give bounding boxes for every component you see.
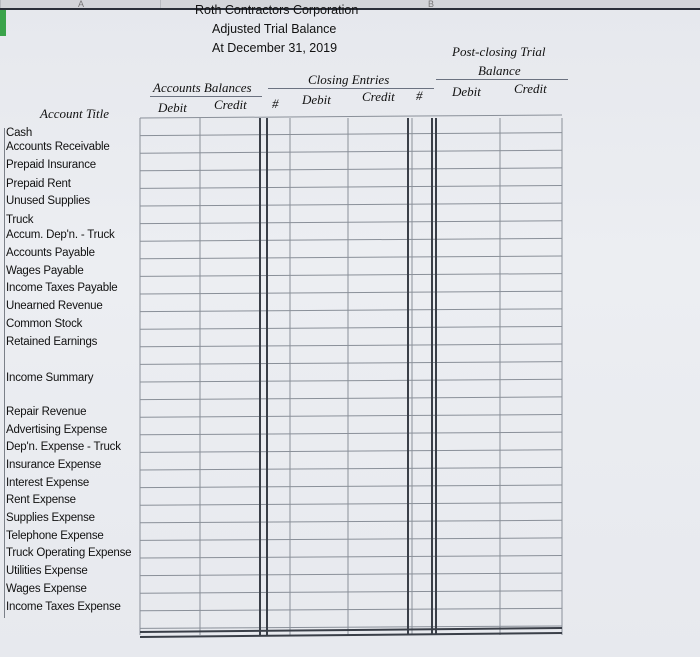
account-cash[interactable]: Cash — [6, 127, 33, 139]
account-prepaid-insurance[interactable]: Prepaid Insurance — [6, 159, 96, 171]
column-header-a[interactable]: A — [0, 0, 161, 8]
grid-row-line — [140, 203, 562, 206]
account-rent-expense[interactable]: Rent Expense — [6, 494, 76, 506]
grid-row-line — [140, 591, 562, 593]
grid-row-line — [140, 291, 562, 294]
grid-row-line — [140, 573, 562, 575]
grid-row-line — [140, 362, 562, 365]
grid-row-line — [140, 397, 562, 400]
grid-row-line — [140, 379, 562, 382]
grid-row-line — [140, 115, 562, 118]
column-header-b[interactable]: B — [160, 0, 700, 8]
header-hash-2: # — [416, 88, 423, 103]
grid-row-line — [140, 485, 562, 488]
account-advertising-expense[interactable]: Advertising Expense — [6, 424, 108, 436]
account-interest-expense[interactable]: Interest Expense — [6, 477, 90, 489]
grid-row-line — [140, 256, 562, 259]
grid-total-rule — [140, 633, 562, 637]
account-income-taxes-expense[interactable]: Income Taxes Expense — [6, 601, 121, 613]
grid-row-line — [140, 326, 562, 329]
account-prepaid-rent[interactable]: Prepaid Rent — [6, 178, 71, 190]
header-account-title: Account Title — [40, 106, 109, 121]
grid-row-line — [140, 538, 562, 541]
grid-row-line — [140, 274, 562, 277]
grid-row-line — [140, 221, 562, 224]
statement-title: Adjusted Trial Balance — [212, 22, 337, 36]
header-ab-credit: Credit — [214, 97, 247, 112]
grid-total-rule — [140, 628, 562, 632]
account-retained-earnings[interactable]: Retained Earnings — [6, 336, 98, 348]
account-wages-expense[interactable]: Wages Expense — [6, 583, 87, 595]
account-depn-expense-truck[interactable]: Dep'n. Expense - Truck — [6, 441, 121, 453]
header-ab-debit: Debit — [158, 100, 187, 115]
grid-row-line — [140, 503, 562, 506]
grid-row-line — [140, 450, 562, 453]
header-post-closing-line2: Balance — [478, 63, 521, 78]
account-supplies-expense[interactable]: Supplies Expense — [6, 512, 95, 524]
account-income-summary[interactable]: Income Summary — [6, 372, 94, 384]
account-truck[interactable]: Truck — [6, 214, 34, 226]
grid-row-line — [140, 150, 562, 153]
grid-row-line — [140, 556, 562, 559]
grid-row-line — [140, 467, 562, 470]
account-utilities-expense[interactable]: Utilities Expense — [6, 565, 88, 577]
account-accounts-receivable[interactable]: Accounts Receivable — [6, 141, 110, 153]
account-telephone-expense[interactable]: Telephone Expense — [6, 530, 104, 542]
header-ce-debit: Debit — [302, 92, 331, 107]
grid-row-line — [140, 415, 562, 418]
account-accounts-payable[interactable]: Accounts Payable — [6, 247, 95, 259]
header-accounts-balances: Accounts Balances — [153, 80, 252, 95]
statement-date: At December 31, 2019 — [212, 41, 338, 55]
grid-row-line — [140, 185, 562, 188]
grid-row-line — [140, 309, 562, 312]
header-pc-debit: Debit — [452, 84, 481, 99]
account-truck-operating-expense[interactable]: Truck Operating Expense — [6, 547, 132, 559]
header-pc-credit: Credit — [514, 81, 547, 96]
grid-row-line — [140, 608, 562, 610]
header-closing-entries: Closing Entries — [308, 72, 390, 87]
header-ce-credit: Credit — [362, 89, 395, 104]
grid-row-line — [140, 133, 562, 136]
account-repair-revenue[interactable]: Repair Revenue — [6, 406, 87, 418]
grid-row-line — [140, 168, 562, 171]
account-common-stock[interactable]: Common Stock — [6, 318, 83, 330]
grid-row-line — [140, 344, 562, 347]
account-wages-payable[interactable]: Wages Payable — [6, 265, 84, 277]
account-unearned-revenue[interactable]: Unearned Revenue — [6, 300, 103, 312]
account-income-taxes-payable[interactable]: Income Taxes Payable — [6, 282, 118, 294]
header-hash-1: # — [272, 96, 279, 111]
header-post-closing-line1: Post-closing Trial — [452, 44, 546, 59]
company-name: Roth Contractors Corporation — [195, 3, 359, 17]
account-insurance-expense[interactable]: Insurance Expense — [6, 459, 102, 471]
account-unused-supplies[interactable]: Unused Supplies — [6, 195, 90, 207]
grid-row-line — [140, 238, 562, 241]
account-accum-depn-truck[interactable]: Accum. Dep'n. - Truck — [6, 229, 115, 241]
grid-row-line — [140, 432, 562, 435]
grid-row-line — [140, 520, 562, 523]
